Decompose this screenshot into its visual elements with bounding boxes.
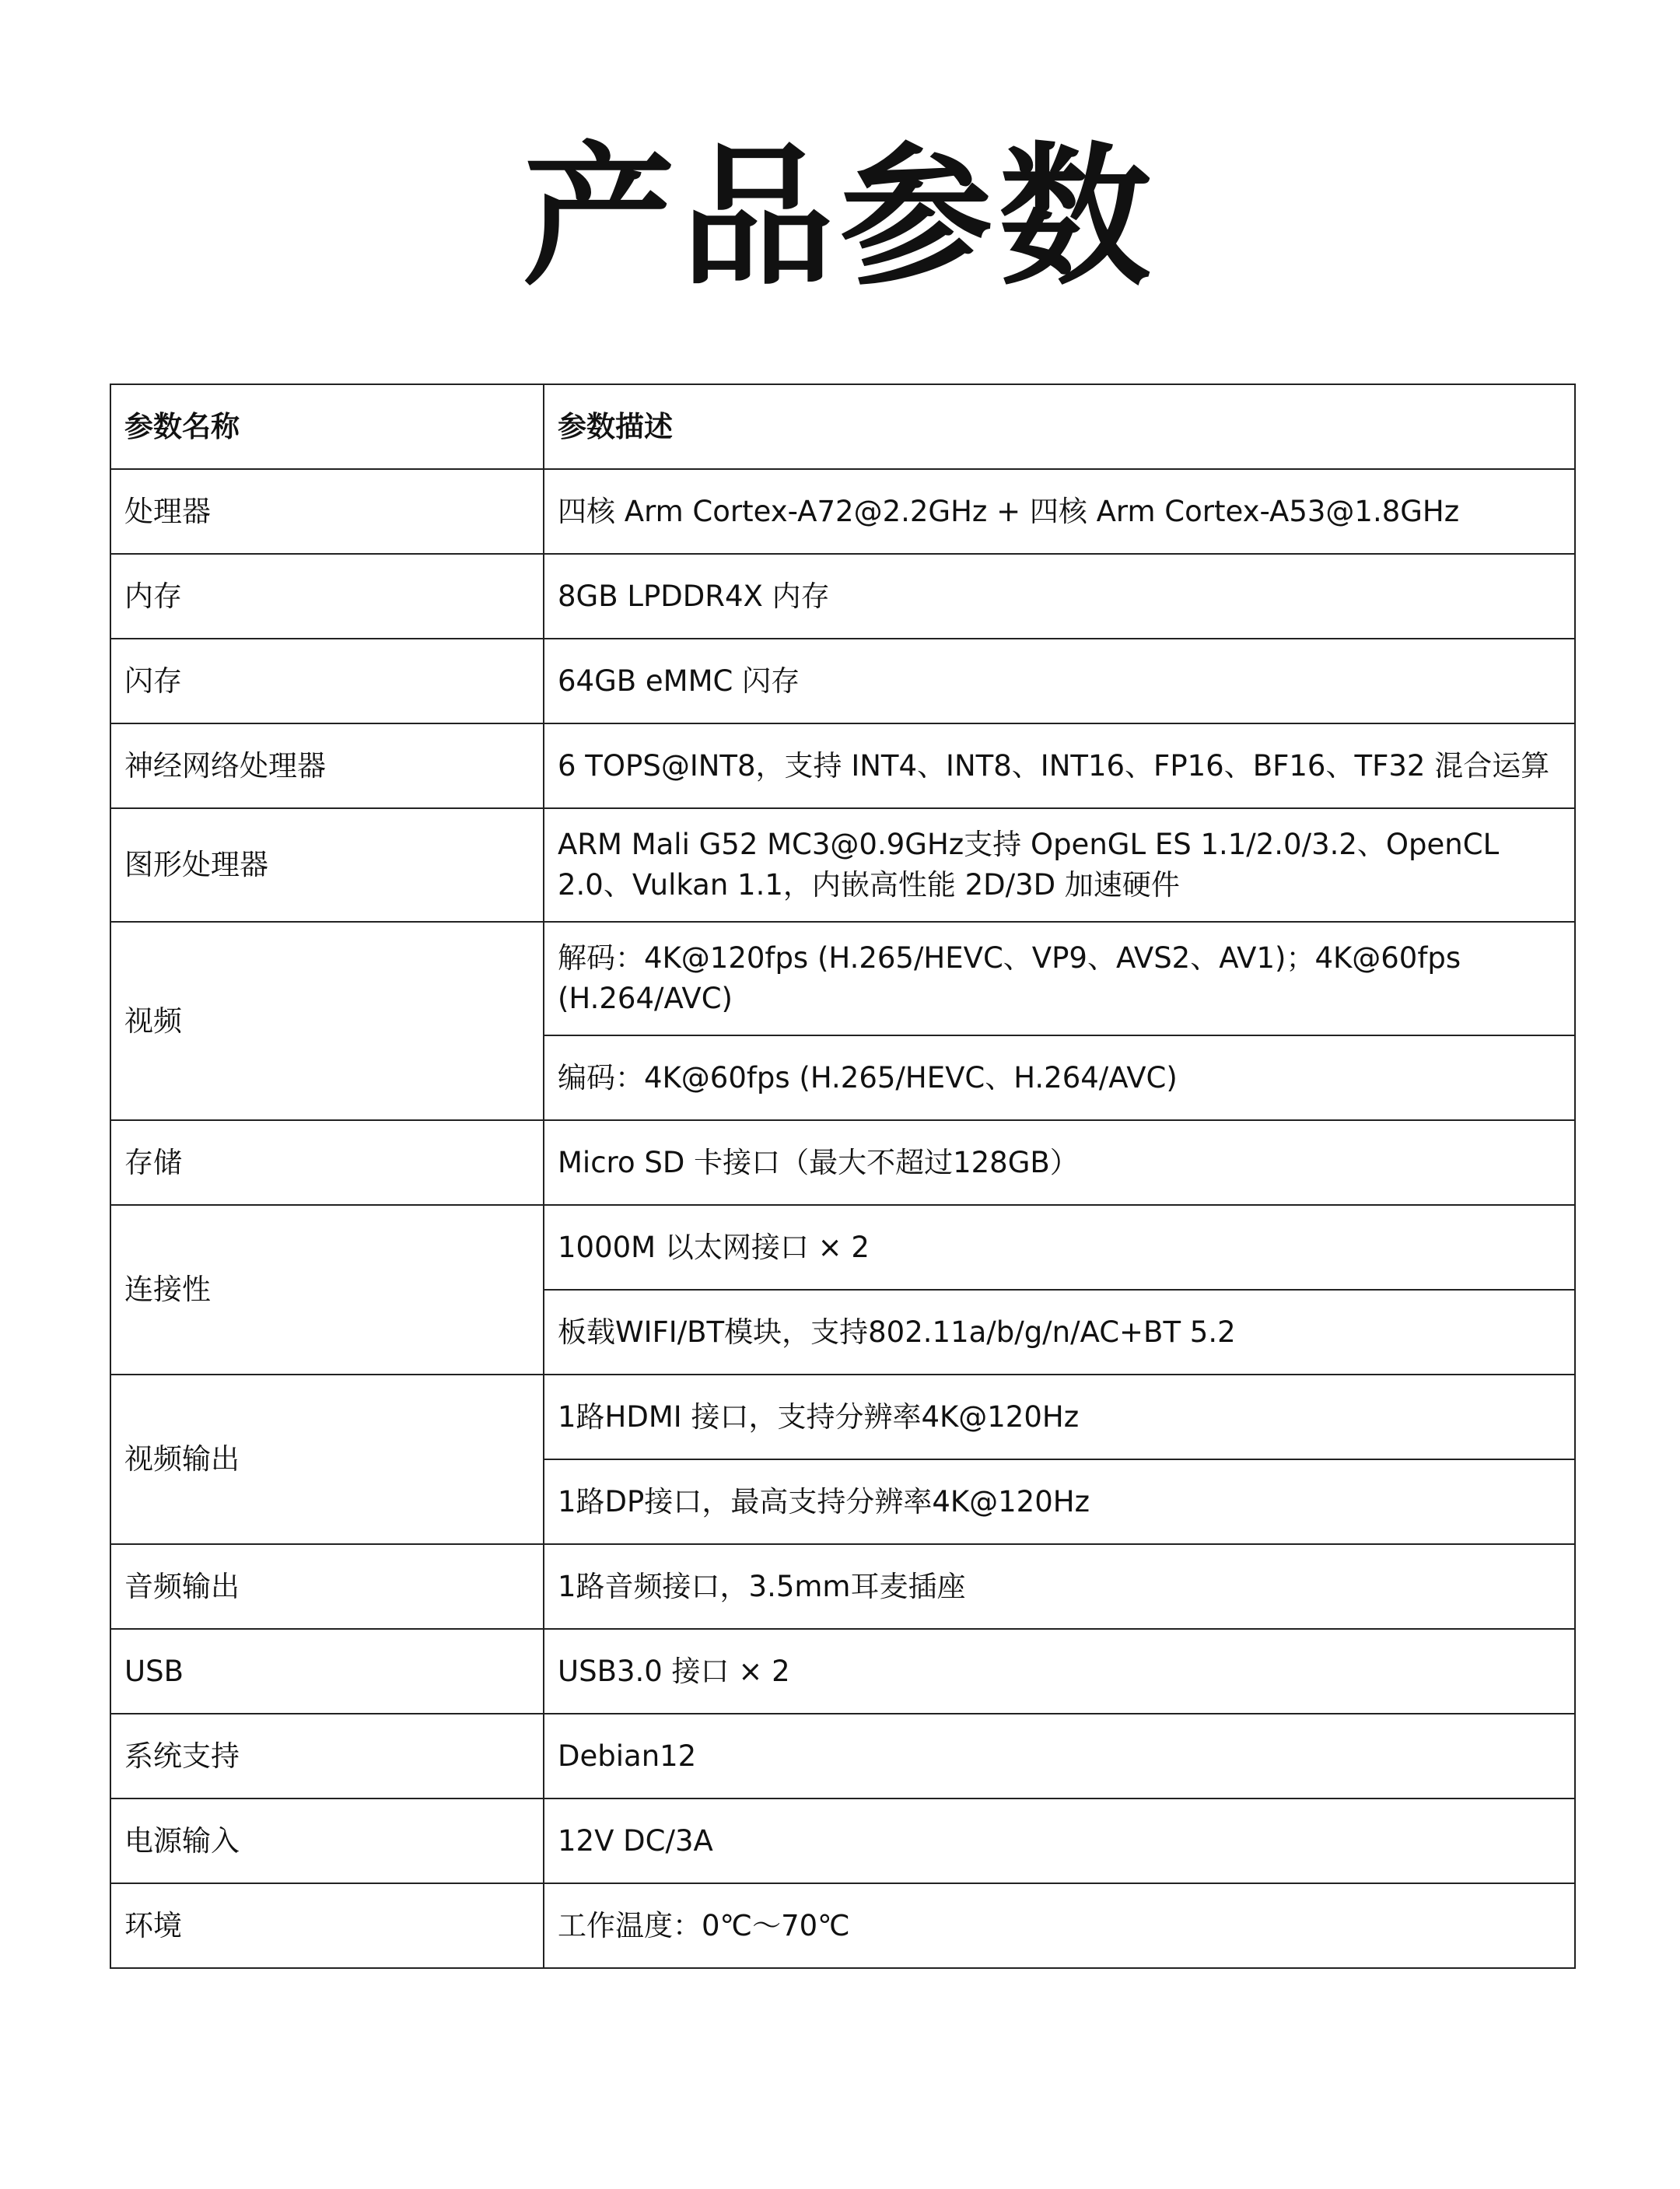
param-value: 6 TOPS@INT8，支持 INT4、INT8、INT16、FP16、BF16、TF32 混合运算 xyxy=(544,723,1575,808)
table-header-row xyxy=(110,384,1575,469)
param-name: 视频输出 xyxy=(110,1375,544,1544)
param-value: 8GB LPDDR4X 内存 xyxy=(544,554,1575,639)
param-value: 1路DP接口，最高支持分辨率4K@120Hz xyxy=(544,1459,1575,1544)
param-value: Micro SD 卡接口（最大不超过128GB） xyxy=(544,1120,1575,1205)
param-name: 处理器 xyxy=(110,469,544,554)
param-value: 工作温度：0℃～70℃ xyxy=(544,1883,1575,1968)
param-value: 1000M 以太网接口 × 2 xyxy=(544,1205,1575,1290)
param-name: 内存 xyxy=(110,554,544,639)
table-row xyxy=(110,554,1575,639)
param-name: 图形处理器 xyxy=(110,808,544,922)
table-row xyxy=(110,922,1575,1035)
table-row xyxy=(110,1205,1575,1290)
table-row xyxy=(110,1120,1575,1205)
param-value: 编码：4K@60fps (H.265/HEVC、H.264/AVC) xyxy=(544,1035,1575,1120)
table-row xyxy=(110,1544,1575,1629)
table-row xyxy=(110,808,1575,922)
param-name: 电源输入 xyxy=(110,1798,544,1883)
param-name: 视频 xyxy=(110,922,544,1120)
param-value: 1路音频接口，3.5mm耳麦插座 xyxy=(544,1544,1575,1629)
table-row xyxy=(110,1798,1575,1883)
header-param-description: 参数描述 xyxy=(544,384,1575,469)
param-value: 12V DC/3A xyxy=(544,1798,1575,1883)
header-param-name: 参数名称 xyxy=(110,384,544,469)
param-name: 音频输出 xyxy=(110,1544,544,1629)
table-row xyxy=(110,723,1575,808)
param-value: 64GB eMMC 闪存 xyxy=(544,639,1575,723)
spec-table xyxy=(110,384,1576,1969)
table-row xyxy=(110,1714,1575,1798)
param-value: Debian12 xyxy=(544,1714,1575,1798)
param-name: 闪存 xyxy=(110,639,544,723)
page-title: 产品参数 xyxy=(522,129,1157,306)
param-name: 系统支持 xyxy=(110,1714,544,1798)
param-name: 环境 xyxy=(110,1883,544,1968)
table-row xyxy=(110,1883,1575,1968)
param-name: 神经网络处理器 xyxy=(110,723,544,808)
table-row xyxy=(110,639,1575,723)
param-value: USB3.0 接口 × 2 xyxy=(544,1629,1575,1714)
table-row xyxy=(110,1629,1575,1714)
param-value: 解码：4K@120fps (H.265/HEVC、VP9、AVS2、AV1)；4K@60fps (H.264/AVC) xyxy=(544,922,1575,1035)
table-row xyxy=(110,469,1575,554)
param-value: 1路HDMI 接口，支持分辨率4K@120Hz xyxy=(544,1375,1575,1459)
param-value: ARM Mali G52 MC3@0.9GHz支持 OpenGL ES 1.1/2.0/3.2、OpenCL 2.0、Vulkan 1.1，内嵌高性能 2D/3D 加速硬件 xyxy=(544,808,1575,922)
param-name: 连接性 xyxy=(110,1205,544,1375)
param-value: 板载WIFI/BT模块，支持802.11a/b/g/n/AC+BT 5.2 xyxy=(544,1290,1575,1375)
param-name: 存储 xyxy=(110,1120,544,1205)
table-row xyxy=(110,1375,1575,1459)
param-name: USB xyxy=(110,1629,544,1714)
param-value: 四核 Arm Cortex-A72@2.2GHz + 四核 Arm Cortex-A53@1.8GHz xyxy=(544,469,1575,554)
